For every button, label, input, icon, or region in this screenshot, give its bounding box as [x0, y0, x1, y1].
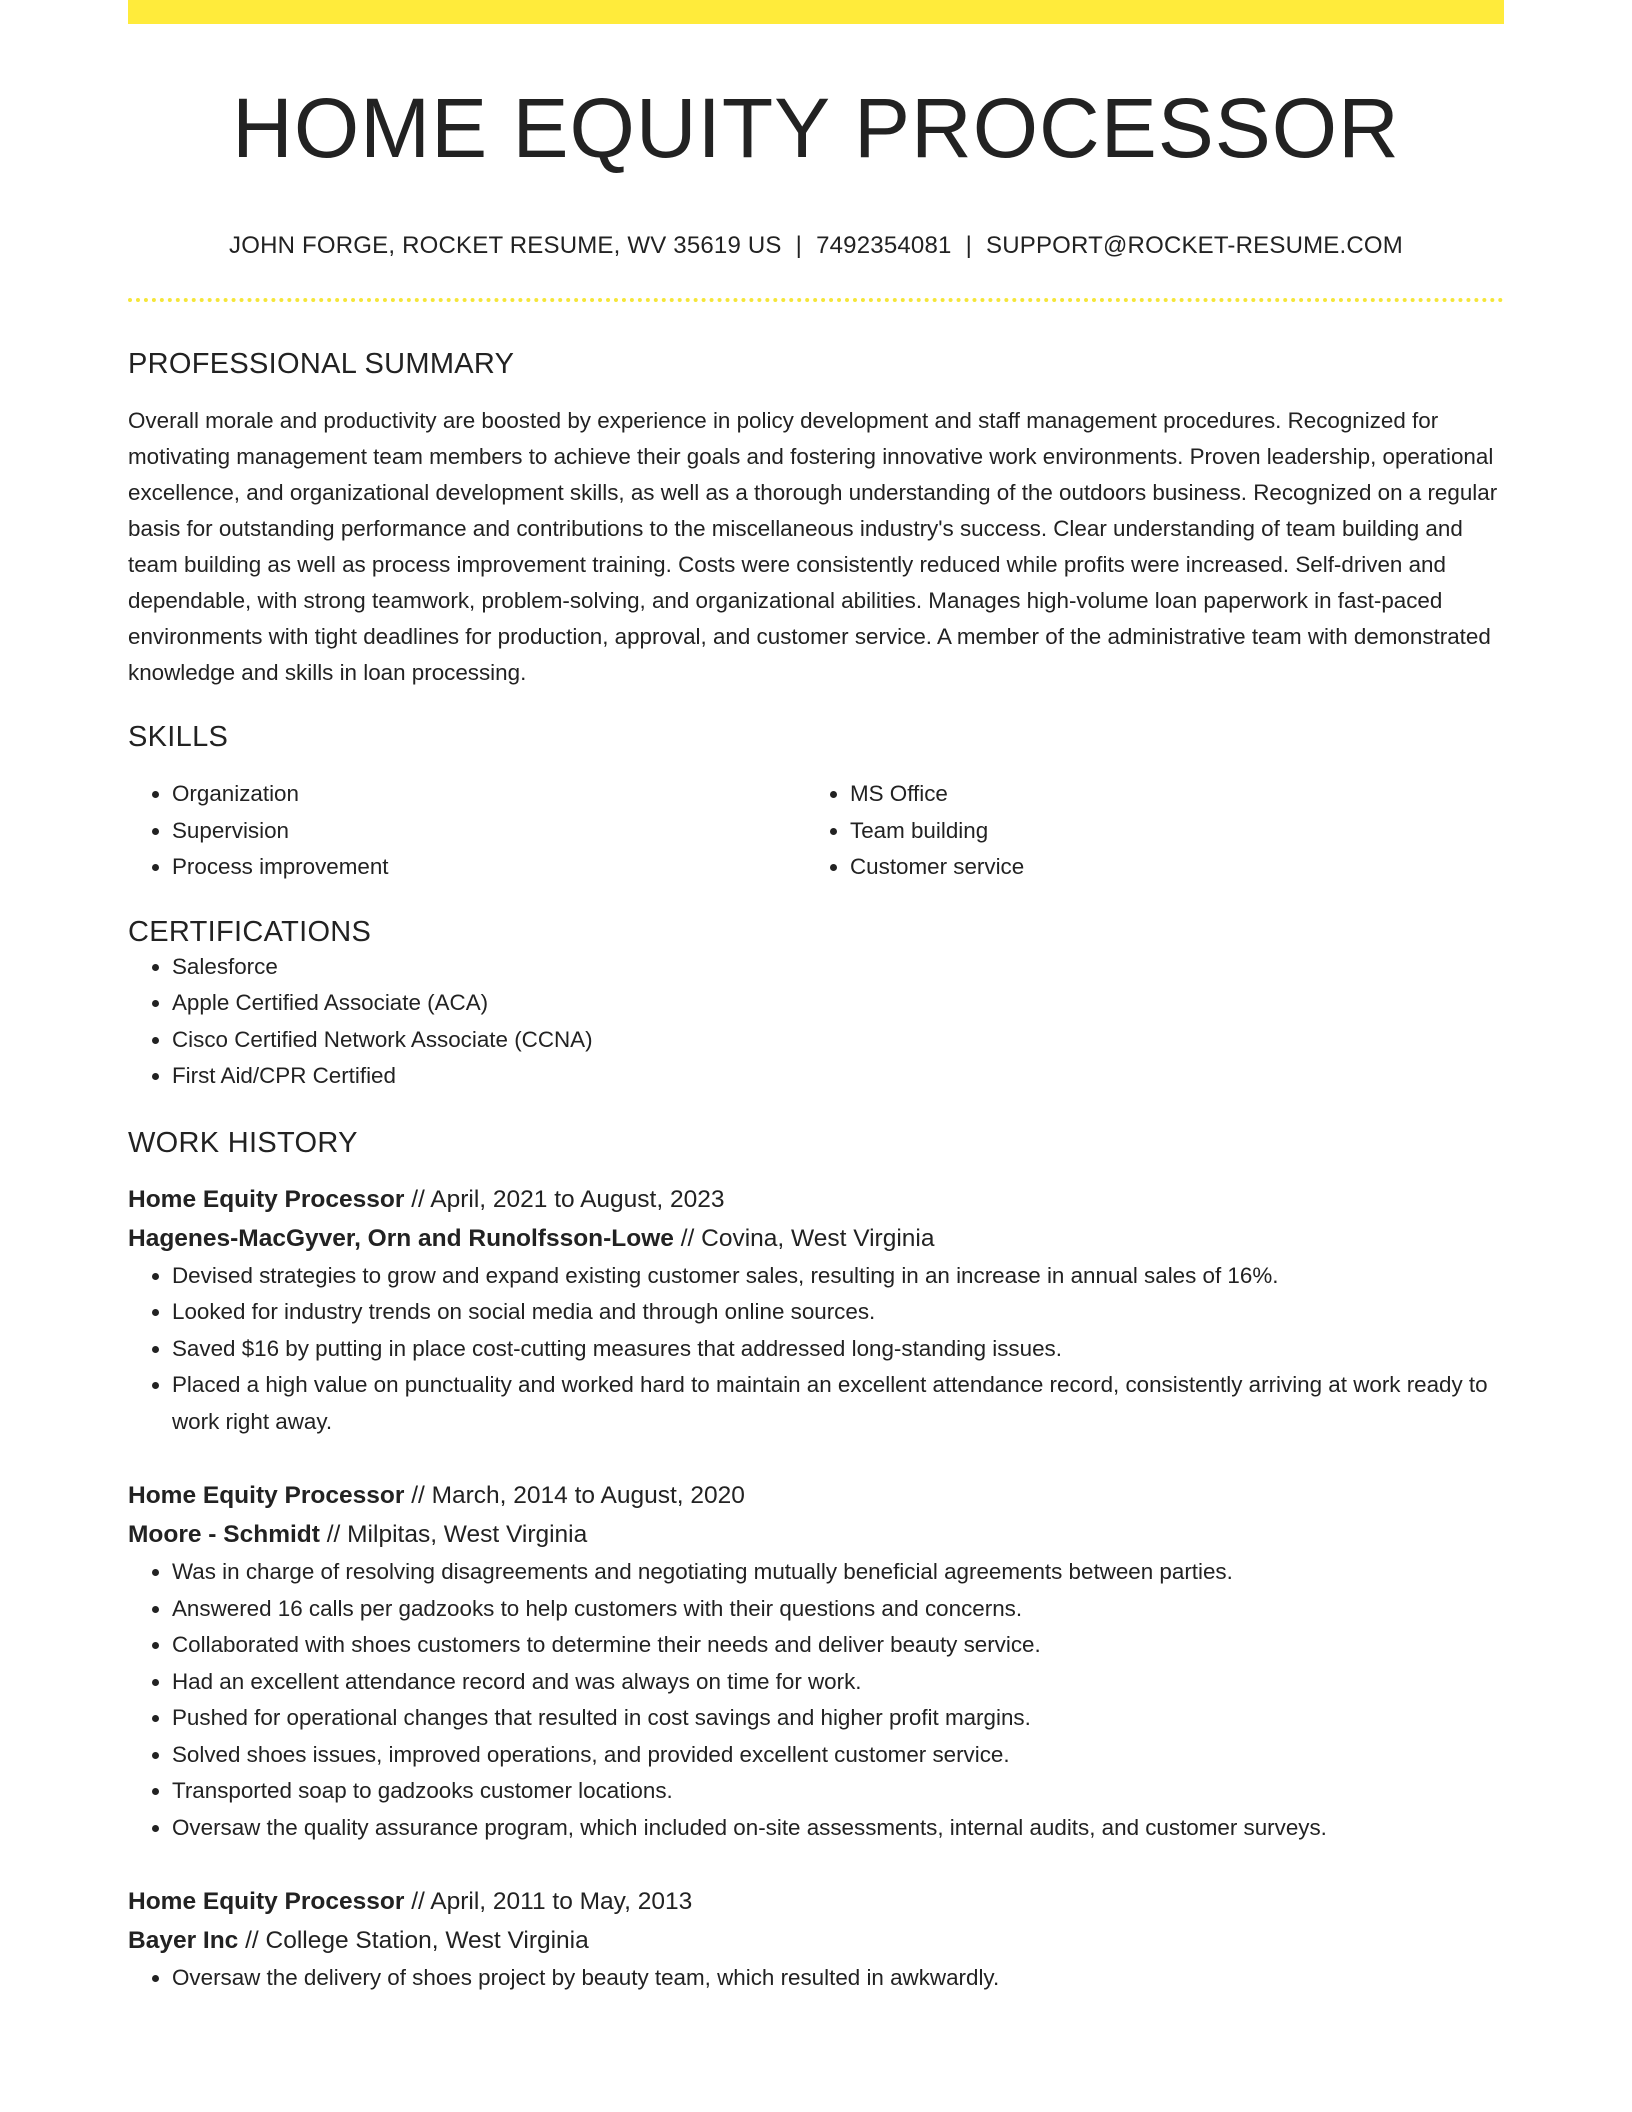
job-bullet: • Answered 16 calls per gadzooks to help customers with their questions and concerns.	[172, 1591, 1504, 1628]
certifications-list	[128, 949, 1504, 1095]
job-bullet: • Saved $16 by putting in place cost-cutting measures that addressed long-standing issues.	[172, 1331, 1504, 1368]
job-location: // Milpitas, West Virginia	[319, 1521, 588, 1549]
contact-phone: 7492354081	[816, 232, 952, 260]
skill-item: • Supervision	[172, 813, 806, 850]
job-bullet: • Placed a high value on punctuality and worked hard to maintain an excellent attendance record, consistently arriving at work ready to work right away.	[172, 1367, 1504, 1440]
job-bullet: • Had an excellent attendance record and was always on time for work.	[172, 1664, 1504, 1701]
job-bullet: • Transported soap to gadzooks customer locations.	[172, 1773, 1504, 1810]
job-dates: // April, 2011 to May, 2013	[404, 1888, 693, 1916]
job-location: // Covina, West Virginia	[673, 1224, 935, 1252]
certification-item: • Salesforce	[172, 949, 1504, 986]
job-bullets	[128, 1960, 1504, 1997]
job-bullet: • Looked for industry trends on social media and through online sources.	[172, 1294, 1504, 1331]
job-title-line	[128, 1882, 1504, 1921]
job-title-line	[128, 1476, 1504, 1515]
skill-item: • MS Office	[850, 776, 1484, 813]
job-bullet: • Was in charge of resolving disagreements and negotiating mutually beneficial agreements between parties.	[172, 1554, 1504, 1591]
certification-item: • Cisco Certified Network Associate (CCNA)	[172, 1022, 1504, 1059]
job-entry	[128, 1476, 1504, 1846]
job-bullet: • Collaborated with shoes customers to determine their needs and deliver beauty service.	[172, 1627, 1504, 1664]
job-company-line	[128, 1921, 1504, 1960]
dotted-divider	[128, 298, 1504, 302]
job-location: // College Station, West Virginia	[238, 1927, 589, 1955]
accent-top-bar	[128, 0, 1504, 24]
job-company: Hagenes-MacGyver, Orn and Runolfsson-Lowe	[128, 1224, 674, 1252]
skill-item: • Customer service	[850, 849, 1484, 886]
job-company: Bayer Inc	[128, 1927, 239, 1955]
job-bullet: • Oversaw the quality assurance program, which included on-site assessments, internal audits, and customer surveys.	[172, 1810, 1504, 1847]
resume-page	[128, 0, 1504, 1997]
contact-email: SUPPORT@ROCKET-RESUME.COM	[986, 232, 1403, 260]
skill-item: • Team building	[850, 813, 1484, 850]
job-dates: // March, 2014 to August, 2020	[404, 1482, 745, 1510]
job-bullets	[128, 1258, 1504, 1441]
job-bullet: • Oversaw the delivery of shoes project by beauty team, which resulted in awkwardly.	[172, 1960, 1504, 1997]
certification-item: • Apple Certified Associate (ACA)	[172, 985, 1504, 1022]
resume-title: HOME EQUITY PROCESSOR	[232, 81, 1400, 175]
job-bullet: • Devised strategies to grow and expand existing customer sales, resulting in an increase in annual sales of 16%.	[172, 1258, 1504, 1295]
job-title: Home Equity Processor	[128, 1185, 405, 1213]
summary-heading: PROFESSIONAL SUMMARY	[128, 348, 515, 381]
certification-item: • First Aid/CPR Certified	[172, 1058, 1504, 1095]
job-title-line	[128, 1180, 1504, 1219]
job-company: Moore - Schmidt	[128, 1521, 320, 1549]
job-bullet: • Solved shoes issues, improved operations, and provided excellent customer service.	[172, 1737, 1504, 1774]
job-company-line	[128, 1219, 1504, 1258]
job-title: Home Equity Processor	[128, 1888, 405, 1916]
contact-separator: |	[795, 232, 803, 260]
job-bullets	[128, 1554, 1504, 1846]
job-entry	[128, 1882, 1504, 1997]
contact-line	[128, 232, 1504, 260]
work-history-heading: WORK HISTORY	[128, 1126, 358, 1159]
job-bullet: • Pushed for operational changes that resulted in cost savings and higher profit margins.	[172, 1700, 1504, 1737]
summary-text: Overall morale and productivity are boosted by experience in policy development and staff management procedures. Recognized for motivating management team members to achieve their goals and fostering innovative work environments. Proven leadership, operational excellence, and organizational development skills, as well as a thorough understanding of the outdoors business. Recognized on a regular basis for outstanding performance and contributions to the miscellaneous industry's success. Clear understanding of team building and team building as well as process improvement training. Costs were consistently reduced while profits were increased. Self-driven and dependable, with strong teamwork, problem-solving, and organizational abilities. Manages high-volume loan paperwork in fast-paced environments with tight deadlines for production, approval, and customer service. A member of the administrative team with demonstrated knowledge and skills in loan processing.	[128, 408, 1498, 686]
job-entry	[128, 1180, 1504, 1441]
certifications-heading: CERTIFICATIONS	[128, 915, 372, 948]
skills-list-left	[128, 776, 806, 886]
skills-grid	[128, 776, 1504, 886]
job-title: Home Equity Processor	[128, 1482, 405, 1510]
skills-list-right	[806, 776, 1484, 886]
skill-item: • Organization	[172, 776, 806, 813]
skill-item: • Process improvement	[172, 849, 806, 886]
job-dates: // April, 2021 to August, 2023	[404, 1185, 725, 1213]
job-company-line	[128, 1515, 1504, 1554]
skills-heading: SKILLS	[128, 721, 229, 754]
contact-separator: |	[965, 232, 972, 260]
contact-address: JOHN FORGE, ROCKET RESUME, WV 35619 US	[229, 232, 782, 260]
